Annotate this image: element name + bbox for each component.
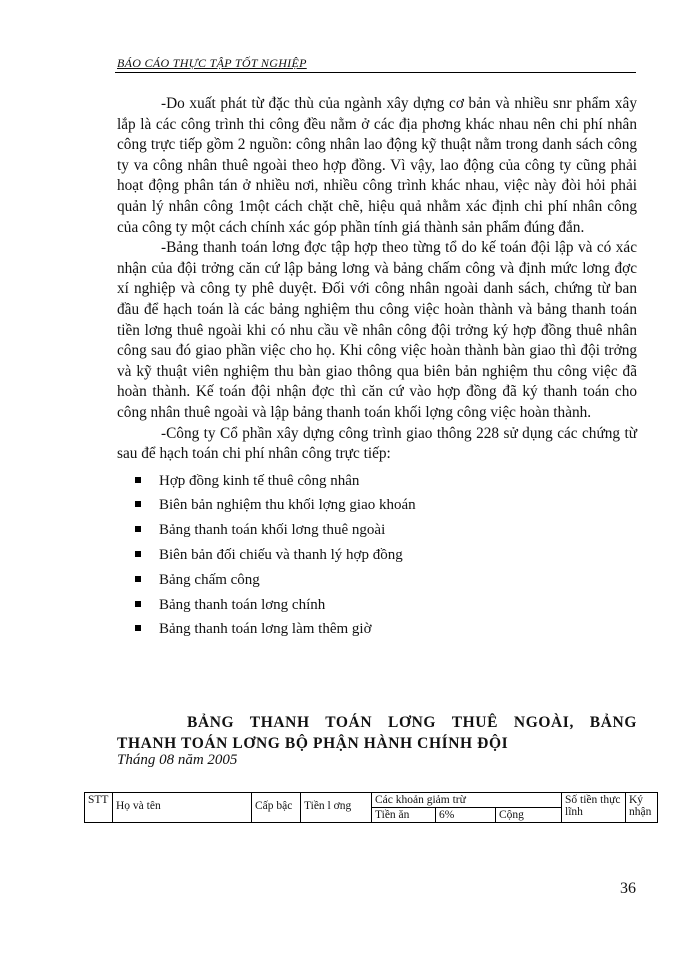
table-title-line2: THANH TOÁN LƠNG BỘ PHẬN HÀNH CHÍNH ĐỘI <box>117 735 509 752</box>
list-item: Bảng chấm công <box>117 568 637 593</box>
document-body <box>117 94 637 642</box>
list-item: Biên bản đối chiếu và thanh lý hợp đồng <box>117 543 637 568</box>
bullet-square-icon <box>135 477 141 483</box>
header-rule <box>115 72 636 73</box>
bullet-square-icon <box>135 601 141 607</box>
paragraph-labor-source: -Do xuất phát từ đặc thù của ngành xây dựng cơ bản và nhiều snr phẩm xây lắp là các công trình thi công đều nằm ở các địa phơng khác nhau nên chi phí nhân công trực tiếp gồm 2 nguồn: công nhân lao động kỹ thuật nằm trong danh sách công ty va công nhân thuê ngoài theo hợp đồng. Vì vậy, lao động của công ty cũng phải hoạt động phân tán ở nhiều nơi, nhiều công trình khác nhau, việc này đòi hỏi phải quản lý nhân công 1một cách chặt chẽ, hiệu quả nhằm xác định chi phí nhân công của công ty một cách chính xác góp phần tính giá thành sản phẩm đúng đắn. <box>117 95 637 236</box>
bullet-square-icon <box>135 501 141 507</box>
bullet-square-icon <box>135 576 141 582</box>
list-item: Bảng thanh toán khối lơng thuê ngoài <box>117 518 637 543</box>
list-item: Bảng thanh toán lơng làm thêm giờ <box>117 617 637 642</box>
bullet-square-icon <box>135 625 141 631</box>
payroll-table <box>84 792 658 823</box>
col-deductions-header: Các khoản giảm trừ <box>372 793 562 808</box>
col-stt-header: STT <box>85 793 113 823</box>
col-salary-header: Tiền l ơng <box>301 793 372 823</box>
table-title <box>117 712 637 754</box>
table-title-line1: BẢNG THANH TOÁN LƠNG THUÊ NGOÀI, BẢNG <box>187 714 637 731</box>
list-item: Biên bản nghiệm thu khối lợng giao khoán <box>117 493 637 518</box>
col-pct-header: 6% <box>436 808 496 823</box>
col-total-header: Cộng <box>496 808 562 823</box>
col-net-header: Số tiền thực lĩnh <box>562 793 626 823</box>
report-header-title: BÁO CÁO THỰC TẬP TỐT NGHIỆP <box>117 56 307 70</box>
col-meal-header: Tiền ăn <box>372 808 436 823</box>
table-date: Tháng 08 năm 2005 <box>117 752 238 768</box>
paragraph-payroll-sheet: -Bảng thanh toán lơng đợc tập hợp theo từng tổ do kế toán đội lập và có xác nhận của đội trởng căn cứ lập bảng lơng và bảng chấm công và định mức lơng đợc xí nghiệp và công ty phê duyệt. Đối với công nhân ngoài danh sách, chứng từ ban đầu để hạch toán là các bảng nghiệm thu công việc hoàn thành và bảng thanh toán tiền lơng thuê ngoài khi có nhu cầu về nhân công đội trởng ký hợp đồng thuê nhân công sau đó giao phần việc cho họ. Khi công việc hoàn thành bàn giao thì đội trởng và kỹ thuật viên nghiệm thu bàn giao thông qua biên bản nghiệm thu công việc đã hoàn thành. Kế toán đội nhận đợc thì căn cứ vào hợp đồng đã ký thanh toán cho công nhân thuê ngoài và lập bảng thanh toán khối lợng công việc hoàn thành. <box>117 239 637 421</box>
col-name-header: Họ và tên <box>113 793 252 823</box>
list-item: Bảng thanh toán lơng chính <box>117 593 637 618</box>
list-item: Hợp đồng kinh tế thuê công nhân <box>117 469 637 494</box>
page-number: 36 <box>620 880 636 897</box>
bullet-square-icon <box>135 526 141 532</box>
paragraph-documents-used: -Công ty Cổ phần xây dựng công trình giao thông 228 sử dụng các chứng từ sau để hạch toán chi phí nhân công trực tiếp: <box>117 424 637 463</box>
bullet-square-icon <box>135 551 141 557</box>
col-sign-header: Ký nhận <box>626 793 658 823</box>
col-grade-header: Cấp bậc <box>252 793 301 823</box>
document-list <box>117 469 637 643</box>
